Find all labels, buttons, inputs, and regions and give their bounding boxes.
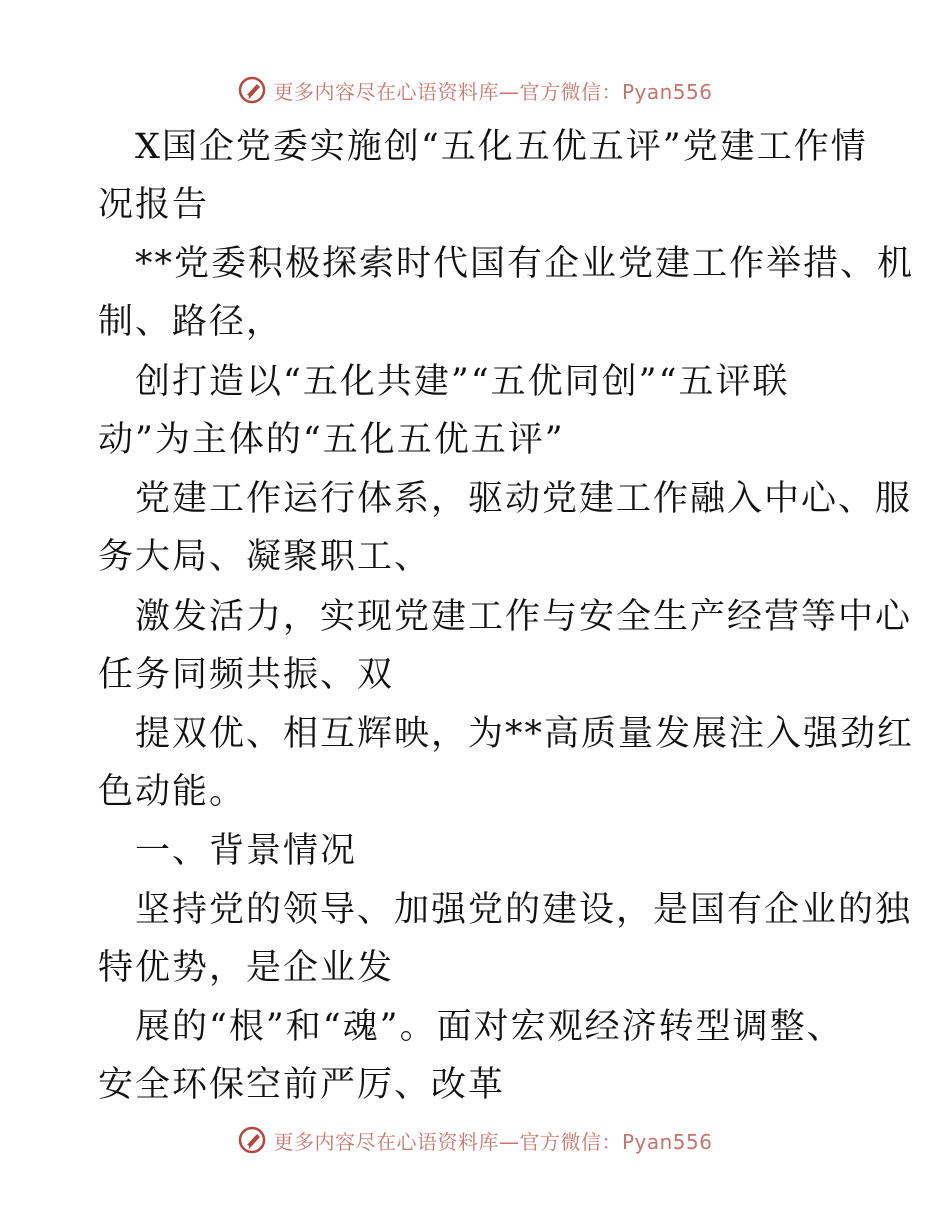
paragraph-line: 特优势，是企业发 — [98, 948, 395, 988]
title-line-2: 况报告 — [98, 185, 210, 225]
paragraph-line: 党建工作运行体系，驱动党建工作融入中心、服 — [135, 479, 913, 519]
section-heading: 一、背景情况 — [135, 831, 358, 871]
paragraph-line: **党委积极探索时代国有企业党建工作举措、机 — [135, 244, 915, 284]
title-line-1: X国企党委实施创“五化五优五评”党建工作情 — [135, 127, 868, 167]
footer-banner-text: 更多内容尽在心语资料库—官方微信：Pyan556 — [273, 1129, 713, 1154]
paragraph-line: 制、路径， — [98, 302, 284, 342]
paragraph-line: 创打造以“五化共建”“五优同创”“五评联 — [135, 362, 790, 402]
header-banner-text: 更多内容尽在心语资料库—官方微信：Pyan556 — [273, 79, 713, 104]
paragraph-line: 安全环保空前严厉、改革 — [98, 1065, 506, 1105]
footer-watermark-banner — [0, 1120, 950, 1160]
paragraph-line: 激发活力，实现党建工作与安全生产经营等中心 — [135, 597, 913, 637]
paragraph-line: 坚持党的领导、加强党的建设，是国有企业的独 — [135, 890, 913, 930]
paragraph-line: 色动能。 — [98, 772, 247, 812]
paragraph-line: 务大局、凝聚职工、 — [98, 537, 432, 577]
paragraph-line: 动”为主体的“五化五优五评” — [98, 420, 565, 460]
paragraph-line: 提双优、相互辉映，为**高质量发展注入强劲红 — [135, 714, 915, 754]
pen-logo-icon — [237, 1125, 267, 1155]
paragraph-line: 任务同频共振、双 — [98, 655, 395, 695]
paragraph-line: 展的“根”和“魂”。面对宏观经济转型调整、 — [135, 1007, 844, 1047]
